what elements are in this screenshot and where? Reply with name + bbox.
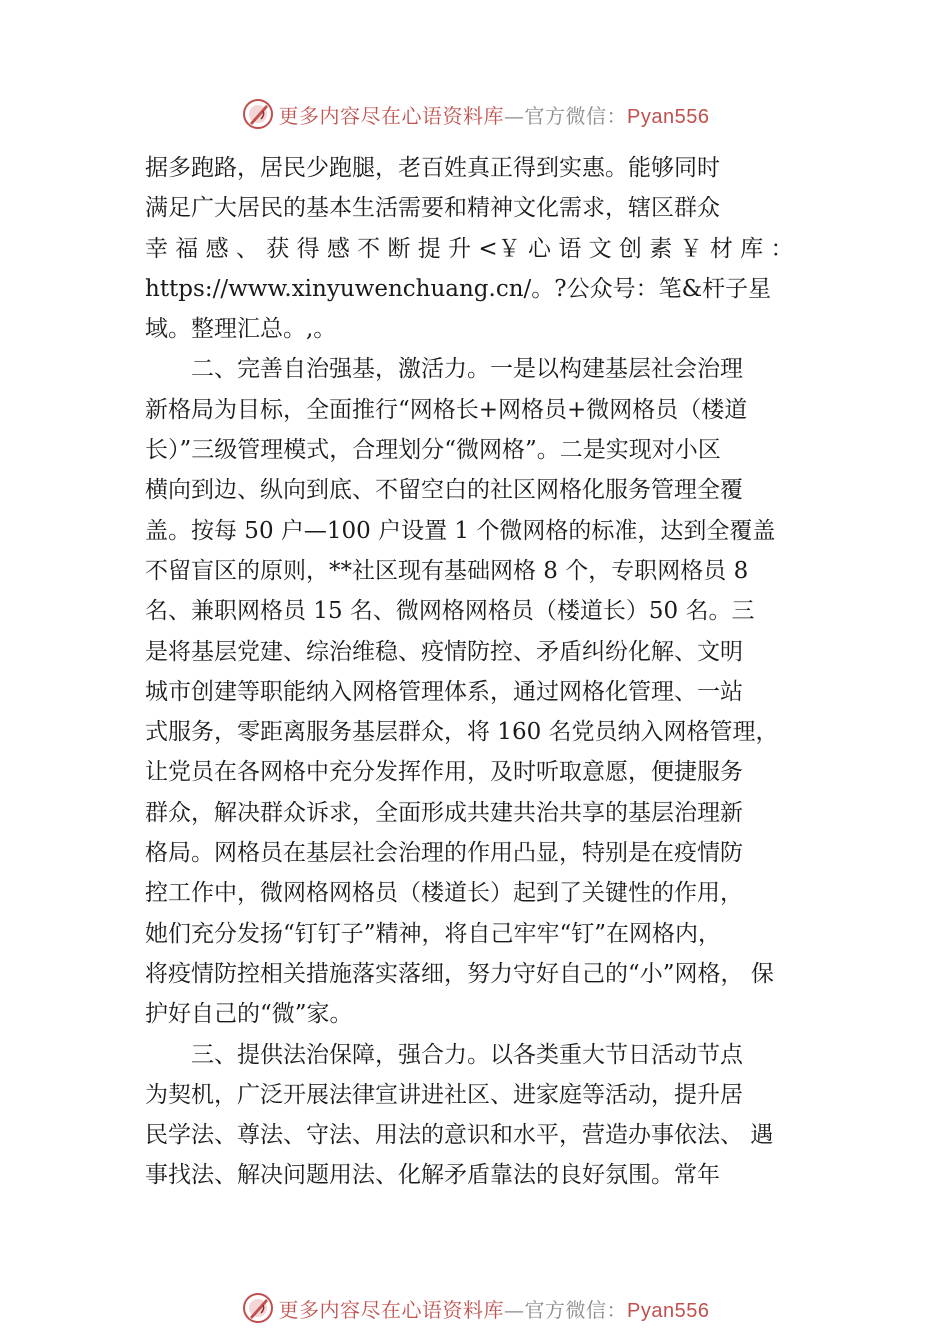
text-line: 名、兼职网格员 15 名、微网格网格员（楼道长）50 名。三 xyxy=(145,598,755,625)
text-line: 将疫情防控相关措施落实落细，努力守好自己的“小”网格， 保 xyxy=(145,960,774,987)
text-line: 护好自己的“微”家。 xyxy=(145,1001,353,1028)
text-line: 满足广大居民的基本生活需要和精神文化需求，辖区群众 xyxy=(145,195,720,222)
section-heading-line: 三、提供法治保障，强合力。以各类重大节日活动节点 xyxy=(145,1041,743,1068)
footer-banner-text: 更多内容尽在心语资料库—官方微信：Pyan556 xyxy=(278,1297,710,1322)
text-line: 盖。按每 50 户—100 户设置 1 个微网格的标准，达到全覆盖 xyxy=(145,517,776,544)
text-line: 域。整理汇总。,。 xyxy=(145,316,337,343)
text-line: 控工作中，微网格网格员（楼道长）起到了关键性的作用， xyxy=(145,880,743,907)
text-line: 城市创建等职能纳入网格管理体系，通过网格化管理、一站 xyxy=(145,678,743,705)
text-line: 不留盲区的原则，**社区现有基础网格 8 个，专职网格员 8 xyxy=(145,557,749,584)
document-body xyxy=(145,148,825,1196)
footer-banner xyxy=(0,1288,950,1328)
text-line: 长）”三级管理模式，合理划分“微网格”。二是实现对小区 xyxy=(145,437,721,464)
text-line: 事找法、解决问题用法、化解矛盾靠法的良好氛围。常年 xyxy=(145,1162,720,1189)
text-line: 横向到边、纵向到底、不留空白的社区网格化服务管理全覆 xyxy=(145,477,743,504)
text-line: 新格局为目标，全面推行“网格长+网格员+微网格员（楼道 xyxy=(145,396,748,423)
text-line: 让党员在各网格中充分发挥作用，及时听取意愿，便捷服务 xyxy=(145,759,743,786)
text-line: 民学法、尊法、守法、用法的意识和水平，营造办事依法、 遇 xyxy=(145,1122,774,1149)
header-banner-text: 更多内容尽在心语资料库—官方微信：Pyan556 xyxy=(278,103,710,128)
text-line: 是将基层党建、综治维稳、疫情防控、矛盾纠纷化解、文明 xyxy=(145,638,743,665)
pen-logo-icon xyxy=(241,97,275,131)
text-line: 为契机，广泛开展法律宣讲进社区、进家庭等活动，提升居 xyxy=(145,1081,743,1108)
text-line: 式服务，零距离服务基层群众，将 160 名党员纳入网格管理， xyxy=(145,719,779,746)
text-line: https://www.xinyuwenchuang.cn/。?公众号：笔&杆子星 xyxy=(145,275,772,302)
section-heading-line: 二、完善自治强基，激活力。一是以构建基层社会治理 xyxy=(145,356,743,383)
text-line: 幸 福 感 、 获 得 感 不 断 提 升 <￥ 心 语 文 创 素 ￥ 材 库 ： xyxy=(145,235,794,262)
text-line: 她们充分发扬“钉钉子”精神，将自己牢牢“钉”在网格内， xyxy=(145,920,722,947)
text-line: 群众，解决群众诉求，全面形成共建共治共享的基层治理新 xyxy=(145,799,743,826)
header-banner xyxy=(0,94,950,134)
pen-logo-icon xyxy=(241,1291,275,1325)
text-line: 据多跑路，居民少跑腿，老百姓真正得到实惠。能够同时 xyxy=(145,155,720,181)
text-line: 格局。网格员在基层社会治理的作用凸显，特别是在疫情防 xyxy=(145,840,743,867)
